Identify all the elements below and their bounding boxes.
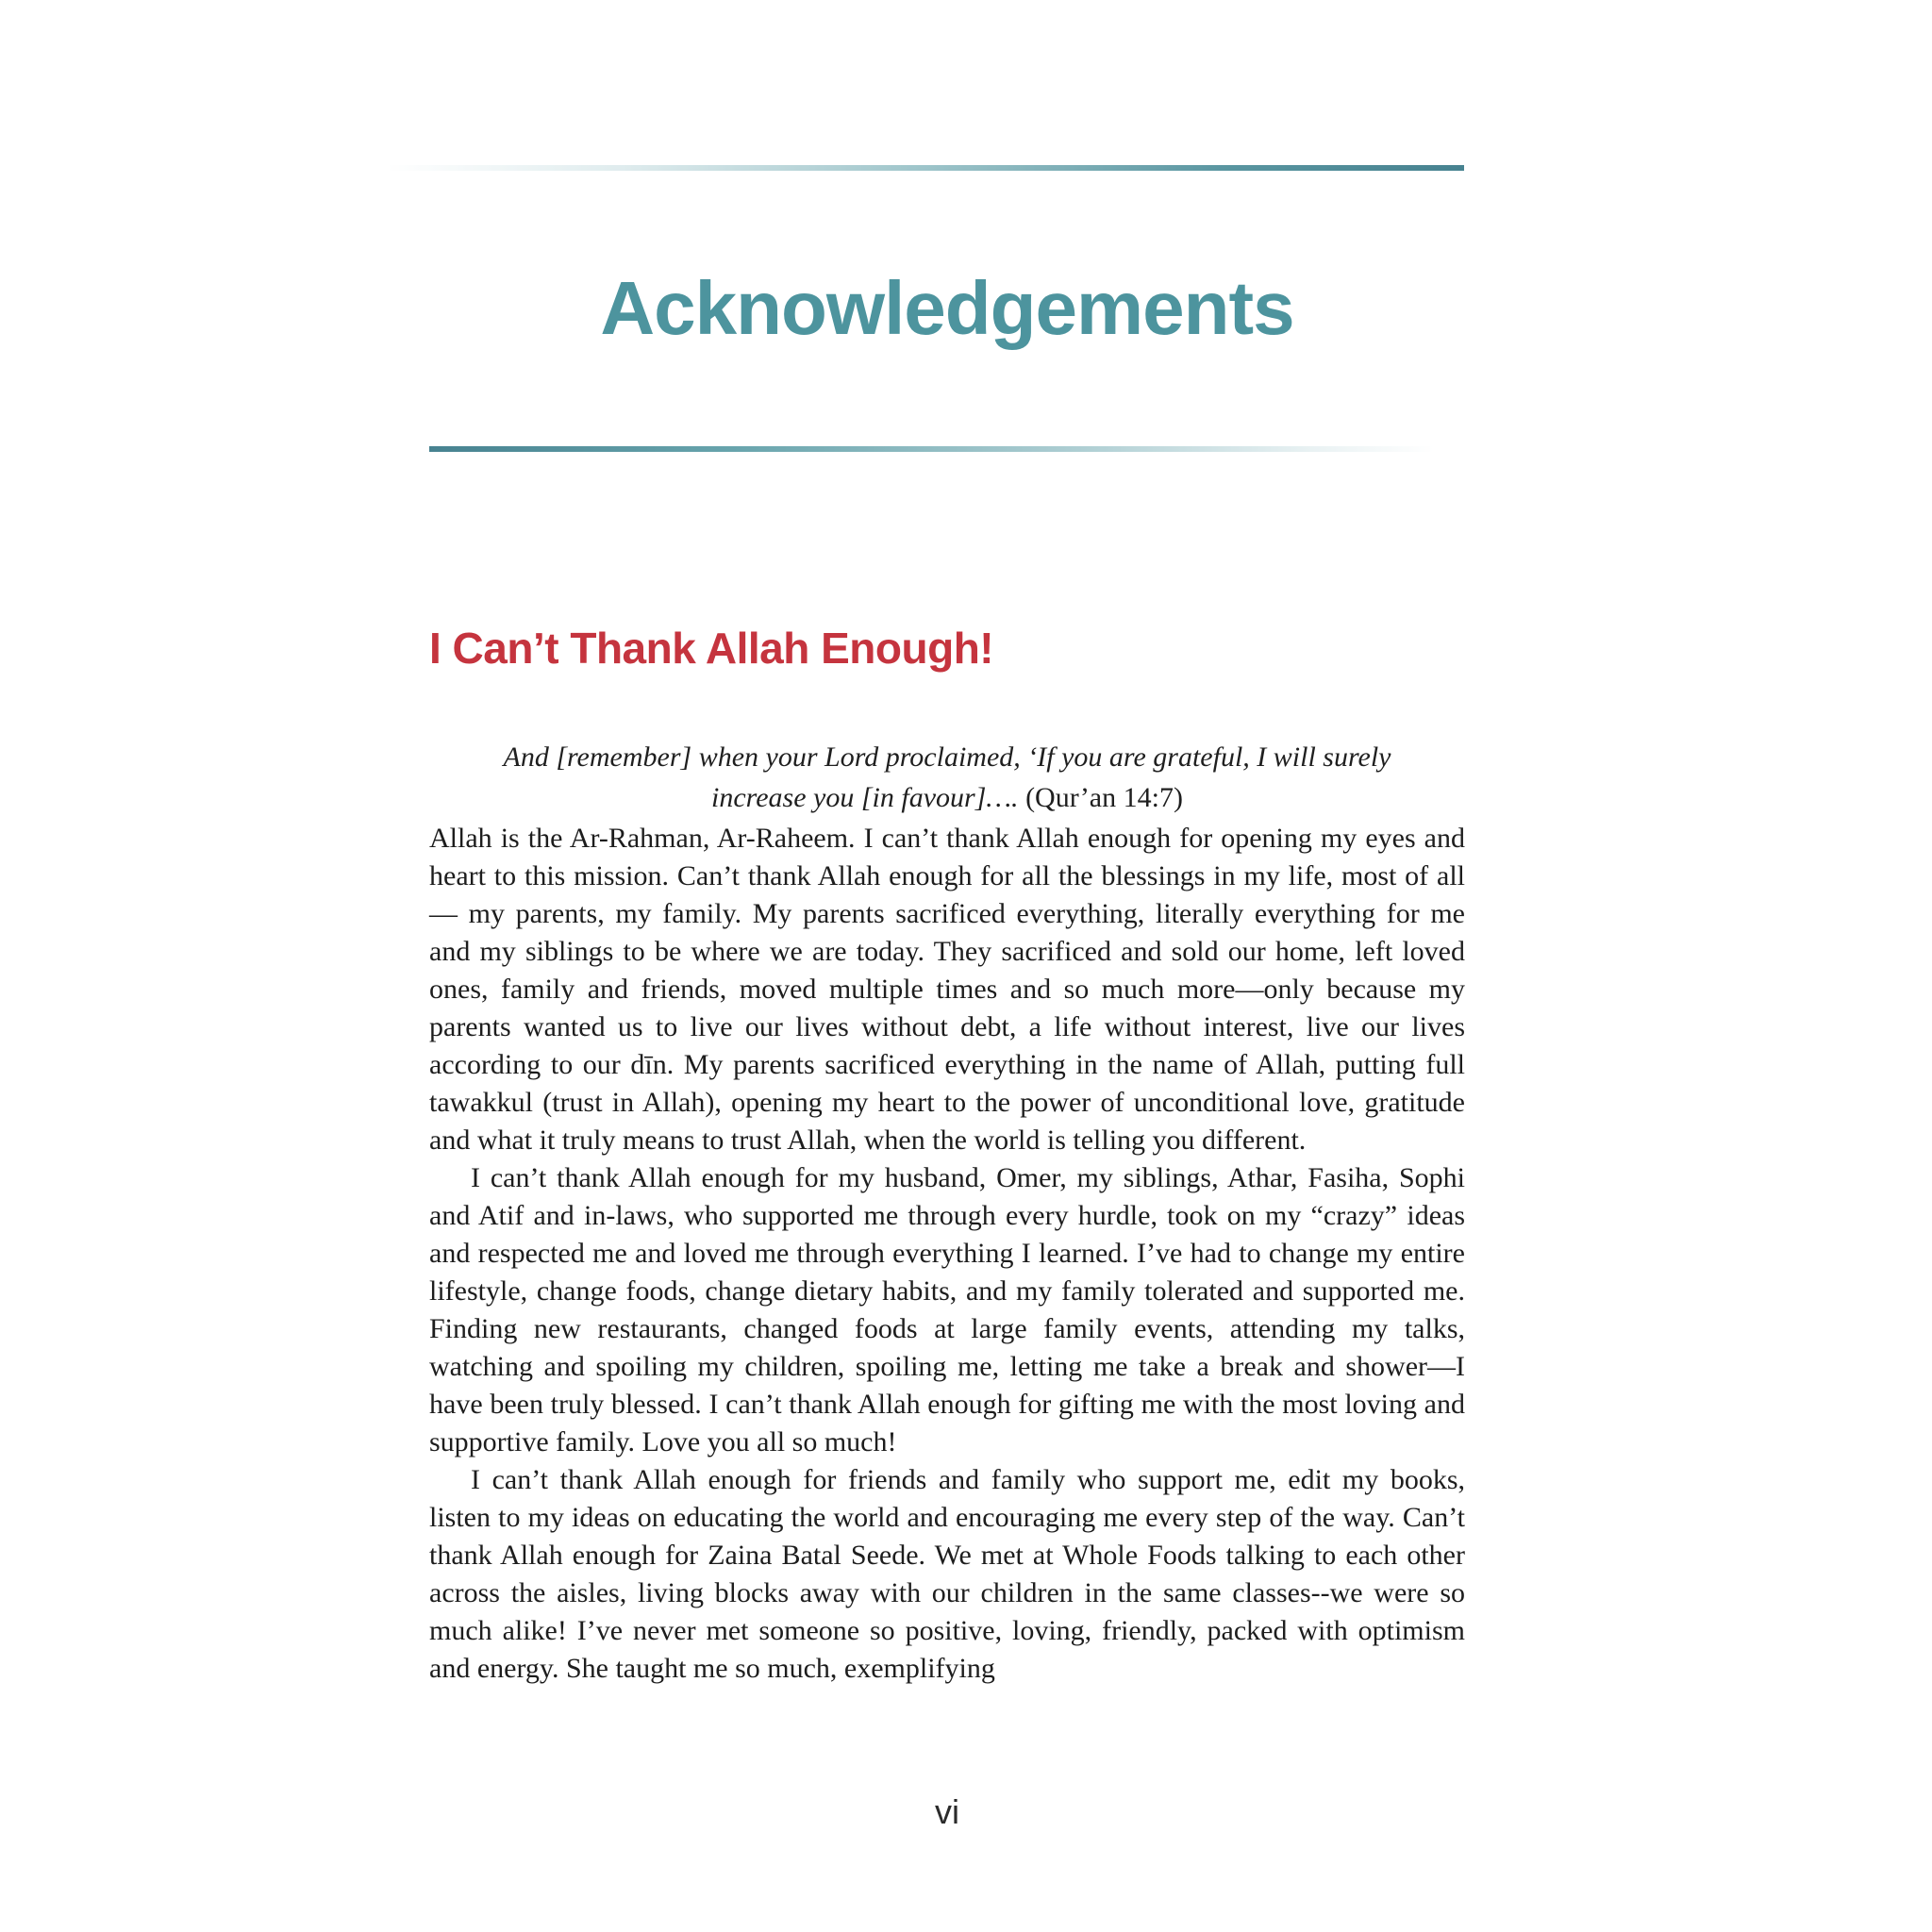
quote-line-1: And [remember] when your Lord proclaimed, ‘If you are grateful, I will surely xyxy=(503,741,1391,773)
quran-quote xyxy=(429,737,1465,818)
paragraph-1: Allah is the Ar-Rahman, Ar-Raheem. I can’t thank Allah enough for opening my eyes and heart to this mission. Can’t thank Allah enough for all the blessings in my life, most of all— my parents, my family. My parents sacrificed everything, literally everything for me and my siblings to be where we are today. They sacrificed and sold our home, left loved ones, family and friends, moved multiple times and so much more—only because my parents wanted us to live our lives without debt, a life without interest, live our lives according to our dīn. My parents sacrificed everything in the name of Allah, putting full tawakkul (trust in Allah), opening my heart to the power of unconditional love, gratitude and what it truly means to trust Allah, when the world is telling you different. xyxy=(429,823,1465,1156)
paragraph-3: I can’t thank Allah enough for friends and family who support me, edit my books, listen to my ideas on educating the world and encouraging me every step of the way. Can’t thank Allah enough for Zaina Batal Seede. We met at Whole Foods talking to each other across the aisles, living blocks away with our children in the same classes--we were so much alike! I’ve never met someone so positive, loving, friendly, packed with optimism and energy. She taught me so much, exemplifying xyxy=(429,1464,1465,1684)
quote-citation: (Qur’an 14:7) xyxy=(1018,782,1183,813)
section-heading: I Can’t Thank Allah Enough! xyxy=(429,624,994,673)
quote-line-2: increase you [in favour]…. (Qur’an 14:7) xyxy=(711,782,1183,813)
page-number: vi xyxy=(935,1792,959,1831)
body-text xyxy=(429,820,1465,1688)
paragraph-2: I can’t thank Allah enough for my husband, Omer, my siblings, Athar, Fasiha, Sophi and Atif and in-laws, who supported me through every hurdle, took on my “crazy” ideas and respected me and loved me through everything I learned. I’ve had to change my entire lifestyle, change foods, change dietary habits, and my family tolerated and supported me. Finding new restaurants, changed foods at large family events, attending my talks, watching and spoiling my children, spoiling me, letting me take a break and shower—I have been truly blessed. I can’t thank Allah enough for gifting me with the most loving and supportive family. Love you all so much! xyxy=(429,1162,1465,1457)
header-rule-bottom xyxy=(429,446,1434,452)
page-title: Acknowledgements xyxy=(600,266,1294,350)
header-rule-top xyxy=(387,165,1464,171)
